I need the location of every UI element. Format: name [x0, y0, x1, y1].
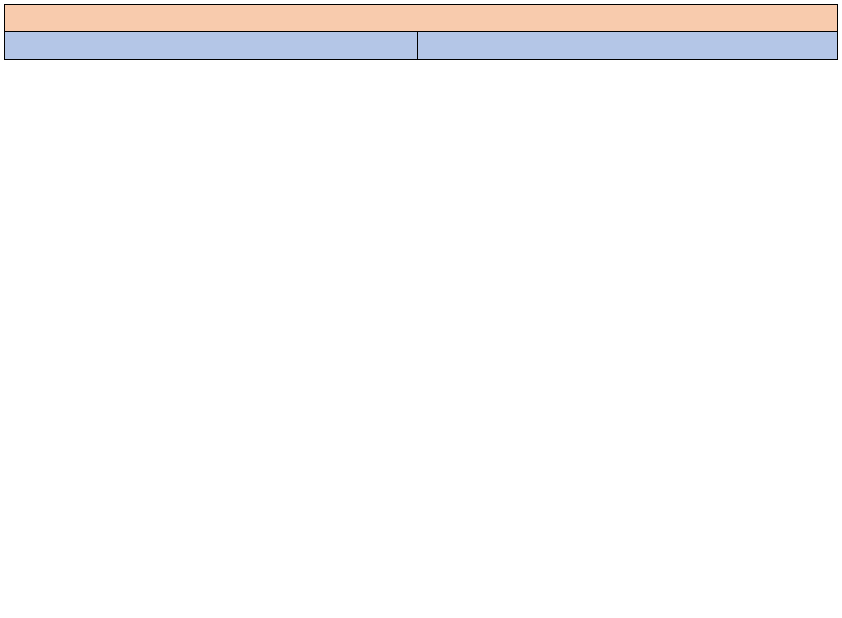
header-codes — [417, 32, 838, 60]
header-reason — [4, 32, 418, 60]
table-title — [4, 4, 838, 32]
header-row — [4, 32, 838, 60]
